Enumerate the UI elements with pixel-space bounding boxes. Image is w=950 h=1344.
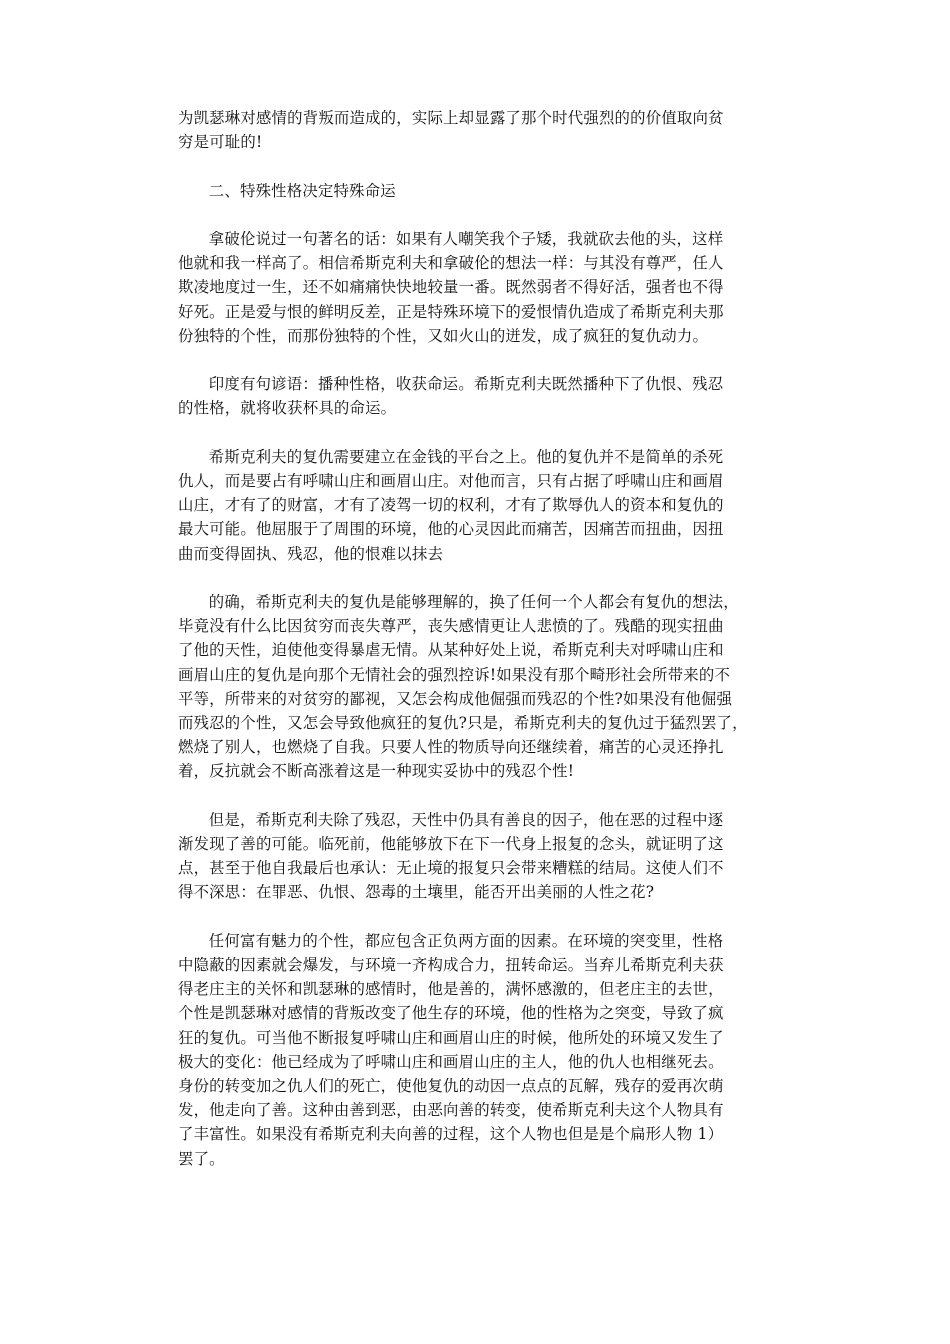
text-line: 拿破伦说过一句著名的话：如果有人嘲笑我个子矮，我就砍去他的头，这样 (208, 229, 724, 248)
text-line: 了丰富性。如果没有希斯克利夫向善的过程，这个人物也但是是个扁形人物 1） (178, 1125, 724, 1144)
text-line: 发，他走向了善。这种由善到恶，由恶向善的转变，使希斯克利夫这个人物具有 (178, 1101, 724, 1120)
document-page (178, 106, 782, 1195)
text-line: 他就和我一样高了。相信希斯克利夫和拿破伦的想法一样：与其没有尊严，任人 (178, 254, 724, 273)
text-line: 着，反抗就会不断高涨着这是一种现实妥协中的残忍个性! (178, 762, 575, 781)
paragraph-charm (178, 929, 782, 1171)
text-line: 渐发现了善的可能。临死前，他能够放下在下一代身上报复的念头，就证明了这 (178, 835, 724, 853)
text-line: 中隐蔽的因素就会爆发，与环境一齐构成合力，扭转命运。当弃儿希斯克利夫获 (178, 956, 724, 974)
paragraph-napoleon (178, 227, 782, 348)
text-line: 燃烧了别人，也燃烧了自我。只要人性的物质导向还继续着，痛苦的心灵还挣扎 (178, 738, 724, 757)
text-line: 罢了。 (178, 1149, 225, 1168)
paragraph-understandable (178, 590, 782, 784)
text-line: 点，甚至于他自我最后也承认：无止境的报复只会带来糟糕的结局。这使人们不 (178, 859, 724, 878)
text-line: 但是，希斯克利夫除了残忍，天性中仍具有善良的因子，他在恶的过程中逐 (208, 810, 724, 829)
text-line: 曲而变得固执、残忍，他的恨难以抹去 (178, 544, 444, 563)
text-line: 了他的天性，迫使他变得暴虐无情。从某种好处上说，希斯克利夫对呼啸山庄和 (178, 641, 724, 660)
text-line: 份独特的个性，而那份独特的个性，又如火山的迸发，成了疯狂的复仇动力。 (178, 326, 709, 345)
text-line: 好死。正是爱与恨的鲜明反差，正是特殊环境下的爱恨情仇造成了希斯克利夫那 (178, 302, 724, 321)
text-line: 最大可能。他屈服于了周围的环境，他的心灵因此而痛苦，因痛苦而扭曲，因扭 (178, 520, 724, 539)
paragraph-kindness (178, 808, 782, 905)
text-line: 极大的变化：他已经成为了呼啸山庄和画眉山庄的主人，他的仇人也相继死去。 (178, 1052, 724, 1071)
text-line: 得不深思：在罪恶、仇恨、怨毒的土壤里，能否开出美丽的人性之花? (178, 883, 655, 902)
text-line: 印度有句谚语：播种性格，收获命运。希斯克利夫既然播种下了仇恨、残忍 (208, 375, 724, 394)
paragraph-revenge-money (178, 445, 782, 566)
paragraph-proverb (178, 372, 782, 420)
text-line: 穷是可耻的! (178, 133, 263, 152)
section-heading: 二、特殊性格决定特殊命运 (208, 181, 396, 200)
intro-paragraph (178, 106, 782, 154)
text-line: 毕竟没有什么比因贫穷而丧失尊严，丧失感情更让人悲愤的了。残酷的现实扭曲 (178, 617, 724, 636)
text-line: 的性格，就将收获杯具的命运。 (178, 399, 397, 418)
text-line: 任何富有魅力的个性，都应包含正负两方面的因素。在环境的突变里，性格 (208, 931, 724, 950)
text-line: 身份的转变加之仇人们的死亡，使他复仇的动因一点点的瓦解，残存的爱再次萌 (178, 1077, 724, 1096)
text-line: 平等，所带来的对贫穷的鄙视，又怎会构成他倔强而残忍的个性?如果没有他倔强 (178, 689, 733, 708)
text-line: 得老庄主的关怀和凯瑟琳的感情时，他是善的，满怀感激的，但老庄主的去世， (178, 980, 724, 999)
text-line: 为凯瑟琳对感情的背叛而造成的，实际上却显露了那个时代强烈的的价值取向贫 (178, 109, 724, 127)
text-line: 的确，希斯克利夫的复仇是能够理解的，换了任何一个人都会有复仇的想法， (208, 592, 739, 611)
text-line: 山庄，才有了的财富，才有了凌驾一切的权利，才有了欺辱仇人的资本和复仇的 (178, 496, 724, 515)
text-line: 个性是凯瑟琳对感情的背叛改变了他生存的环境，他的性格为之突变，导致了疯 (178, 1004, 724, 1023)
text-line: 画眉山庄的复仇是向那个无情社会的强烈控诉!如果没有那个畸形社会所带来的不 (178, 665, 731, 684)
text-line: 欺凌地度过一生，还不如痛痛快快地较量一番。既然弱者不得好活，强者也不得 (178, 278, 724, 297)
text-line: 而残忍的个性，又怎会导致他疯狂的复仇?只是，希斯克利夫的复仇过于猛烈罢了， (178, 714, 748, 732)
text-line: 希斯克利夫的复仇需要建立在金钱的平台之上。他的复仇并不是简单的杀死 (208, 447, 724, 466)
text-line: 狂的复仇。可当他不断报复呼啸山庄和画眉山庄的时候，他所处的环境又发生了 (178, 1028, 724, 1047)
text-line: 仇人，而是要占有呼啸山庄和画眉山庄。对他而言，只有占据了呼啸山庄和画眉 (178, 471, 724, 490)
